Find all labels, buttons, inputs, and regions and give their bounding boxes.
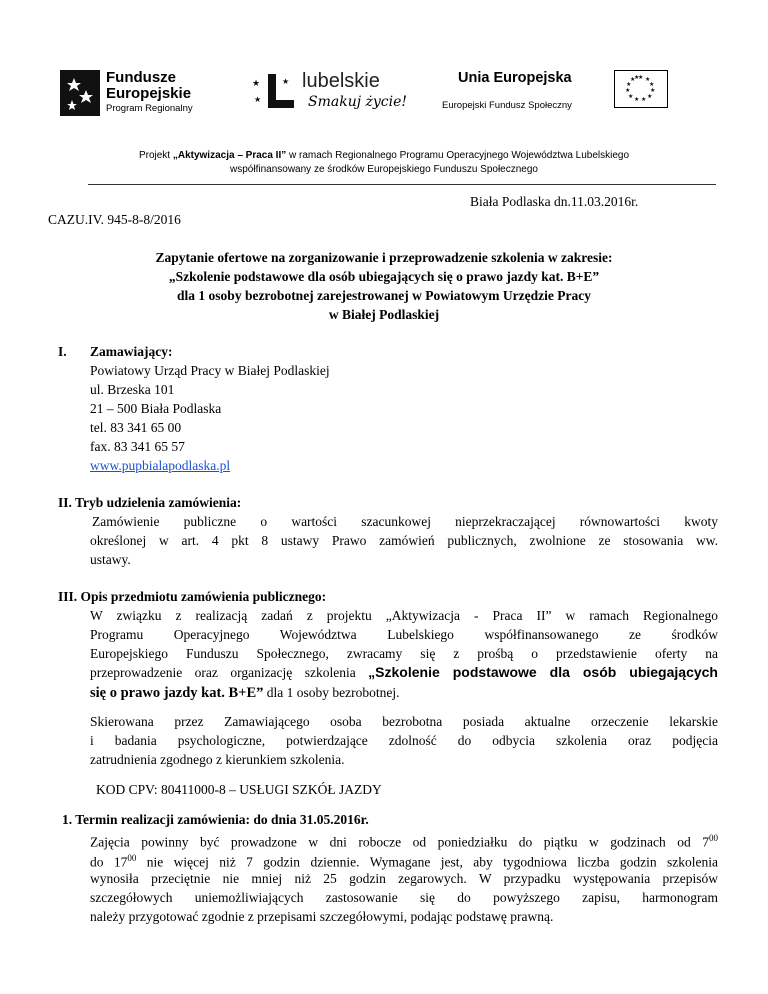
reference-number: CAZU.IV. 945-8-8/2016 (48, 212, 181, 227)
section-2-line-1: Zamówienie publiczne o wartości szacunkowej nieprzekraczającej równowartości kwoty (92, 514, 718, 529)
project-line-2: współfinansowany ze środków Europejskiego Funduszu Społecznego (230, 164, 538, 175)
section-3-line-2: Programu Operacyjnego Województwa Lubelskiego współfinansowanego ze środków (90, 627, 718, 642)
svg-text:★: ★ (630, 76, 636, 83)
address-line-1: Powiatowy Urząd Pracy w Białej Podlaskiej (90, 363, 330, 378)
svg-text:★: ★ (650, 87, 656, 94)
fe-line1: Fundusze (106, 69, 176, 86)
address-line-3: 21 – 500 Biała Podlaska (90, 401, 222, 416)
section-3-heading: III. Opis przedmiotu zamówienia publicznego: (58, 589, 327, 604)
deadline-line-4: szczegółowych uniemożliwiających zastosowanie się do powyższego zapisu, harmonogram (90, 890, 718, 905)
svg-text:★: ★ (649, 81, 655, 88)
deadline-line-1: Zajęcia powinny być prowadzone w dni robocze od poniedziałku do piątku w godzinach od $7^{00}$ (90, 833, 718, 850)
address-line-2: ul. Brzeska 101 (90, 382, 175, 397)
svg-text:★: ★ (625, 87, 631, 94)
svg-text:★: ★ (282, 77, 290, 86)
section-1-number: I. (58, 344, 67, 359)
svg-text:★: ★ (645, 76, 651, 83)
deadline-line-5: należy przygotować zgodnie z przepisami szczegółowymi, podając podstawę prawną. (90, 909, 554, 924)
svg-text:★: ★ (252, 78, 261, 88)
title-line-4: w Białej Podlaskiej (328, 307, 440, 322)
ue-title: Unia Europejska (458, 70, 572, 86)
section-3-line-1: W związku z realizacją zadań z projektu „Aktywizacja - Praca II” w ramach Regionalnego (90, 608, 718, 623)
address-fax: fax. 83 341 65 57 (90, 439, 185, 454)
fe-line3: Program Regionalny (106, 103, 193, 114)
title-line-3: dla 1 osoby bezrobotnej zarejestrowanej w Powiatowym Urzędzie Pracy (177, 288, 591, 303)
svg-text:★: ★ (647, 93, 653, 100)
section-2-line-2: określonej w art. 4 pkt 8 ustawy Prawo zamówień publicznych, zwolnione ze stosowania ww. (90, 533, 718, 548)
unia-europejska-logo (436, 70, 666, 116)
lubelskie-logo (250, 68, 410, 118)
svg-text:★: ★ (254, 95, 262, 104)
section-3-p2-line-3: zatrudnienia zgodnego z kierunkiem szkolenia. (90, 752, 345, 767)
fe-line2: Europejskie (106, 85, 192, 102)
section-3-line-4: przeprowadzenie oraz organizację szkolenia „Szkolenie podstawowe dla osób ubiegających (90, 664, 718, 680)
section-3-line-3: Europejskiego Funduszu Społecznego, zwracamy się z prośbą o przedstawienie oferty na (90, 646, 718, 661)
svg-text:★: ★ (638, 74, 644, 81)
place-date: Biała Podlaska dn.11.03.2016r. (470, 194, 639, 209)
section-1-heading: Zamawiający: (90, 344, 173, 359)
deadline-heading: 1. Termin realizacji zamówienia: do dnia 31.05.2016r. (62, 812, 369, 827)
eu-flag-icon (614, 70, 668, 108)
title-line-2: „Szkolenie podstawowe dla osób ubiegających się o prawo jazdy kat. B+E” (168, 269, 600, 284)
deadline-line-2: do $17^{00}$ nie więcej niż 7 godzin dziennie. Wymagane jest, aby tygodniowa liczba godzin szkolenia (90, 853, 718, 870)
header-divider (88, 184, 716, 185)
section-3-p2-line-1: Skierowana przez Zamawiającego osoba bezrobotna posiada aktualne orzeczenie lekarskie (90, 714, 718, 729)
section-3-p2-line-2: i badania psychologiczne, potwierdzające zdolność do odbycia szkolenia oraz podjęcia (90, 733, 718, 748)
fe-stars-icon (60, 70, 100, 116)
section-2-heading: II. Tryb udzielenia zamówienia: (58, 495, 242, 510)
project-line-1: Projekt „Aktywizacja – Praca II” w ramach Regionalnego Programu Operacyjnego Województwa Lubelskiego (138, 150, 630, 161)
title-line-1: Zapytanie ofertowe na zorganizowanie i przeprowadzenie szkolenia w zakresie: (155, 250, 613, 265)
website-link[interactable]: www.pupbialapodlaska.pl (90, 458, 231, 473)
project-name: „Aktywizacja – Praca II” (172, 150, 287, 161)
address-phone: tel. 83 341 65 00 (90, 420, 182, 435)
svg-text:★: ★ (634, 74, 640, 81)
cpv-code: KOD CPV: 80411000-8 – USŁUGI SZKÓŁ JAZDY (96, 782, 382, 797)
svg-text:★: ★ (626, 81, 632, 88)
lubelskie-word: lubelskie (302, 70, 380, 92)
lubelskie-slogan: Smakuj życie! (308, 94, 408, 110)
svg-text:★: ★ (628, 93, 634, 100)
section-3-line-5: się o prawo jazdy kat. B+E” dla 1 osoby bezrobotnej. (90, 685, 400, 701)
ue-subtitle: Europejski Fundusz Społeczny (442, 100, 572, 111)
course-name: „Szkolenie podstawowe dla osób ubiegających (368, 664, 718, 680)
section-2-line-3: ustawy. (90, 552, 131, 567)
deadline-line-3: wynosiła przeciętnie nie mniej niż 25 godzin zegarowych. W przypadku występowania przepisów (90, 871, 718, 886)
lubelskie-l-icon (250, 70, 302, 114)
svg-text:★: ★ (634, 96, 640, 103)
svg-text:★: ★ (641, 96, 647, 103)
fundusze-europejskie-logo (60, 70, 250, 118)
